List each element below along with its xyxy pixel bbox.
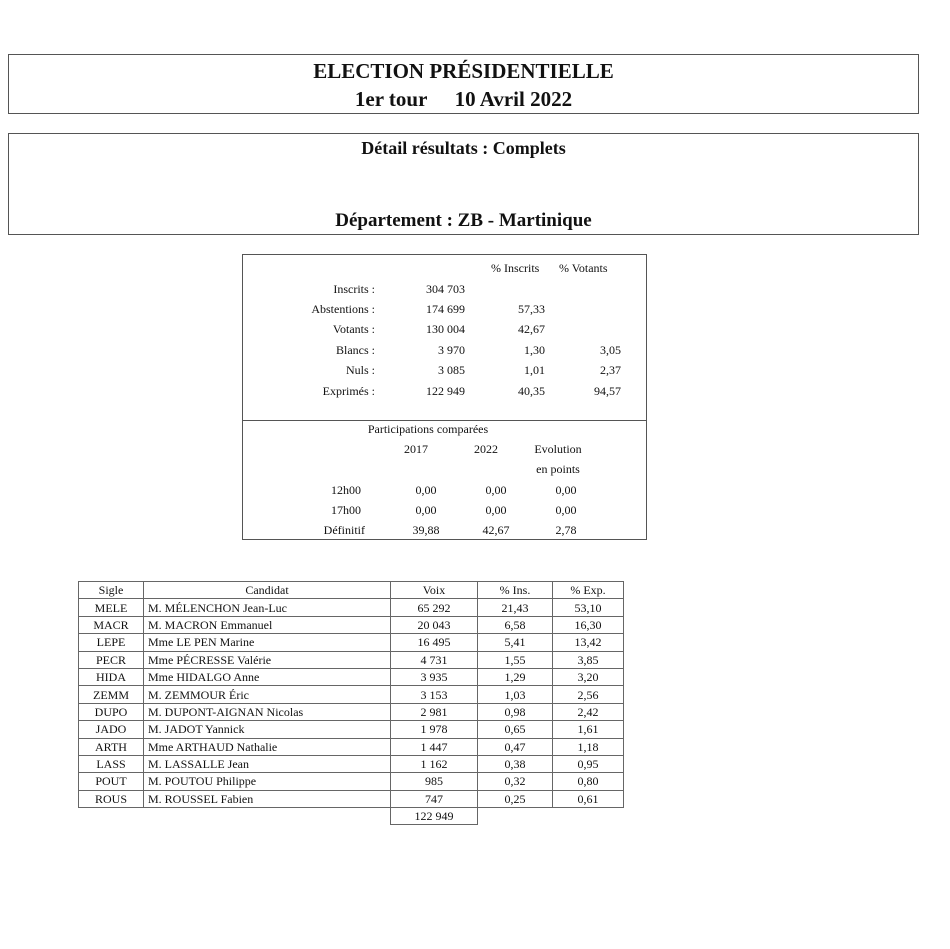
cell-sigle: MACR [79,616,144,633]
cell-voix: 65 292 [391,599,478,616]
total-blank-cell [553,808,624,825]
stats-value-blancs: 3 970 [438,343,465,357]
table-row [79,738,624,755]
participation-label-definitif: Définitif [323,523,365,537]
cell-pct-exp: 0,61 [553,790,624,807]
table-row [79,616,624,633]
total-blank-cell [144,808,391,825]
cell-pct-exp: 13,42 [553,634,624,651]
participation-17h00-2022: 0,00 [485,503,507,517]
cell-pct-ins: 1,03 [478,686,553,703]
stats-pct-inscrits-blancs: 1,30 [524,343,545,357]
table-row [79,599,624,616]
cell-pct-ins: 6,58 [478,616,553,633]
cell-nom: Mme LE PEN Marine [144,634,391,651]
total-row [79,808,624,825]
election-tour: 1er tour [354,87,428,111]
cell-pct-exp: 53,10 [553,599,624,616]
table-row [79,634,624,651]
participation-12h00-2017: 0,00 [415,483,437,497]
header-sigle: Sigle [79,582,144,599]
stats-label-abstentions: Abstentions : [311,302,375,316]
participation-label-12h00: 12h00 [331,483,361,497]
cell-sigle: DUPO [79,703,144,720]
cell-pct-exp: 3,20 [553,668,624,685]
cell-voix: 20 043 [391,616,478,633]
cell-pct-ins: 1,55 [478,651,553,668]
departement-label: Département : ZB - Martinique [335,210,592,231]
cell-pct-exp: 2,56 [553,686,624,703]
cell-voix: 985 [391,773,478,790]
cell-pct-exp: 16,30 [553,616,624,633]
table-row [79,773,624,790]
total-blank-cell [478,808,553,825]
stats-value-abstentions: 174 699 [426,302,465,316]
stats-divider [243,420,646,421]
participation-definitif-2017: 39,88 [412,523,440,537]
cell-sigle: ROUS [79,790,144,807]
election-title: ELECTION PRÉSIDENTIELLE [313,59,614,83]
table-row [79,721,624,738]
stats-label-exprimes: Exprimés : [322,384,375,398]
cell-nom: M. DUPONT-AIGNAN Nicolas [144,703,391,720]
cell-voix: 16 495 [391,634,478,651]
participation-col-2022: 2022 [474,442,498,456]
stats-pct-votants-exprimes: 94,57 [594,384,621,398]
participation-col-evolution-points: en points [536,462,580,476]
cell-voix: 2 981 [391,703,478,720]
cell-pct-ins: 0,38 [478,755,553,772]
stats-value-votants: 130 004 [426,322,465,336]
stats-pct-inscrits-nuls: 1,01 [524,363,545,377]
cell-pct-exp: 0,80 [553,773,624,790]
participation-12h00-evolution: 0,00 [555,483,577,497]
table-row [79,668,624,685]
cell-pct-ins: 21,43 [478,599,553,616]
cell-sigle: LASS [79,755,144,772]
cell-pct-ins: 0,25 [478,790,553,807]
stats-label-inscrits: Inscrits : [333,282,375,296]
election-date: 10 Avril 2022 [454,87,573,111]
cell-pct-exp: 2,42 [553,703,624,720]
participation-definitif-2022: 42,67 [482,523,510,537]
cell-voix: 4 731 [391,651,478,668]
cell-pct-exp: 3,85 [553,651,624,668]
header-pct-ins: % Ins. [478,582,553,599]
cell-nom: M. ROUSSEL Fabien [144,790,391,807]
table-row [79,755,624,772]
cell-pct-ins: 5,41 [478,634,553,651]
cell-nom: M. JADOT Yannick [144,721,391,738]
cell-voix: 3 935 [391,668,478,685]
header-candidat: Candidat [144,582,391,599]
stats-value-exprimes: 122 949 [426,384,465,398]
header-voix: Voix [391,582,478,599]
title-box [8,54,919,114]
participation-col-evolution: Evolution [534,442,582,456]
candidates-table [78,581,624,825]
cell-nom: Mme PÉCRESSE Valérie [144,651,391,668]
cell-sigle: ARTH [79,738,144,755]
total-voix: 122 949 [391,808,478,825]
cell-sigle: MELE [79,599,144,616]
cell-nom: M. MÉLENCHON Jean-Luc [144,599,391,616]
election-subtitle [9,87,918,112]
cell-voix: 1 447 [391,738,478,755]
col-header-pct-inscrits: % Inscrits [491,261,540,275]
table-row [79,651,624,668]
participation-col-2017: 2017 [404,442,428,456]
stats-box [242,254,647,540]
stats-value-nuls: 3 085 [438,363,465,377]
cell-pct-exp: 1,18 [553,738,624,755]
total-blank-cell [79,808,144,825]
cell-pct-ins: 0,98 [478,703,553,720]
cell-nom: Mme HIDALGO Anne [144,668,391,685]
detail-resultats: Détail résultats : Complets [361,138,566,158]
stats-pct-inscrits-abstentions: 57,33 [518,302,545,316]
stats-label-blancs: Blancs : [336,343,375,357]
header-pct-exp: % Exp. [553,582,624,599]
stats-pct-inscrits-exprimes: 40,35 [518,384,545,398]
table-row [79,686,624,703]
col-header-pct-votants: % Votants [559,261,608,275]
cell-voix: 1 978 [391,721,478,738]
cell-nom: M. MACRON Emmanuel [144,616,391,633]
cell-nom: M. ZEMMOUR Éric [144,686,391,703]
stats-pct-inscrits-votants: 42,67 [518,322,545,336]
cell-nom: M. LASSALLE Jean [144,755,391,772]
participation-12h00-2022: 0,00 [485,483,507,497]
stats-value-inscrits: 304 703 [426,282,465,296]
cell-pct-ins: 1,29 [478,668,553,685]
cell-pct-ins: 0,65 [478,721,553,738]
stats-label-votants: Votants : [332,322,375,336]
cell-sigle: LEPE [79,634,144,651]
cell-nom: M. POUTOU Philippe [144,773,391,790]
participation-17h00-evolution: 0,00 [555,503,577,517]
stats-label-nuls: Nuls : [345,363,375,377]
cell-sigle: ZEMM [79,686,144,703]
cell-nom: Mme ARTHAUD Nathalie [144,738,391,755]
participation-17h00-2017: 0,00 [415,503,437,517]
participation-definitif-evolution: 2,78 [555,523,577,537]
stats-pct-votants-nuls: 2,37 [600,363,621,377]
cell-voix: 3 153 [391,686,478,703]
cell-sigle: JADO [79,721,144,738]
cell-sigle: PECR [79,651,144,668]
stats-pct-votants-blancs: 3,05 [600,343,621,357]
participation-title: Participations comparées [367,422,489,436]
cell-pct-ins: 0,32 [478,773,553,790]
cell-pct-exp: 1,61 [553,721,624,738]
cell-sigle: POUT [79,773,144,790]
detail-box [8,133,919,235]
table-row [79,703,624,720]
table-row [79,790,624,807]
cell-pct-exp: 0,95 [553,755,624,772]
cell-voix: 747 [391,790,478,807]
participation-label-17h00: 17h00 [331,503,361,517]
cell-pct-ins: 0,47 [478,738,553,755]
cell-sigle: HIDA [79,668,144,685]
cell-voix: 1 162 [391,755,478,772]
candidates-header-row [79,582,624,599]
